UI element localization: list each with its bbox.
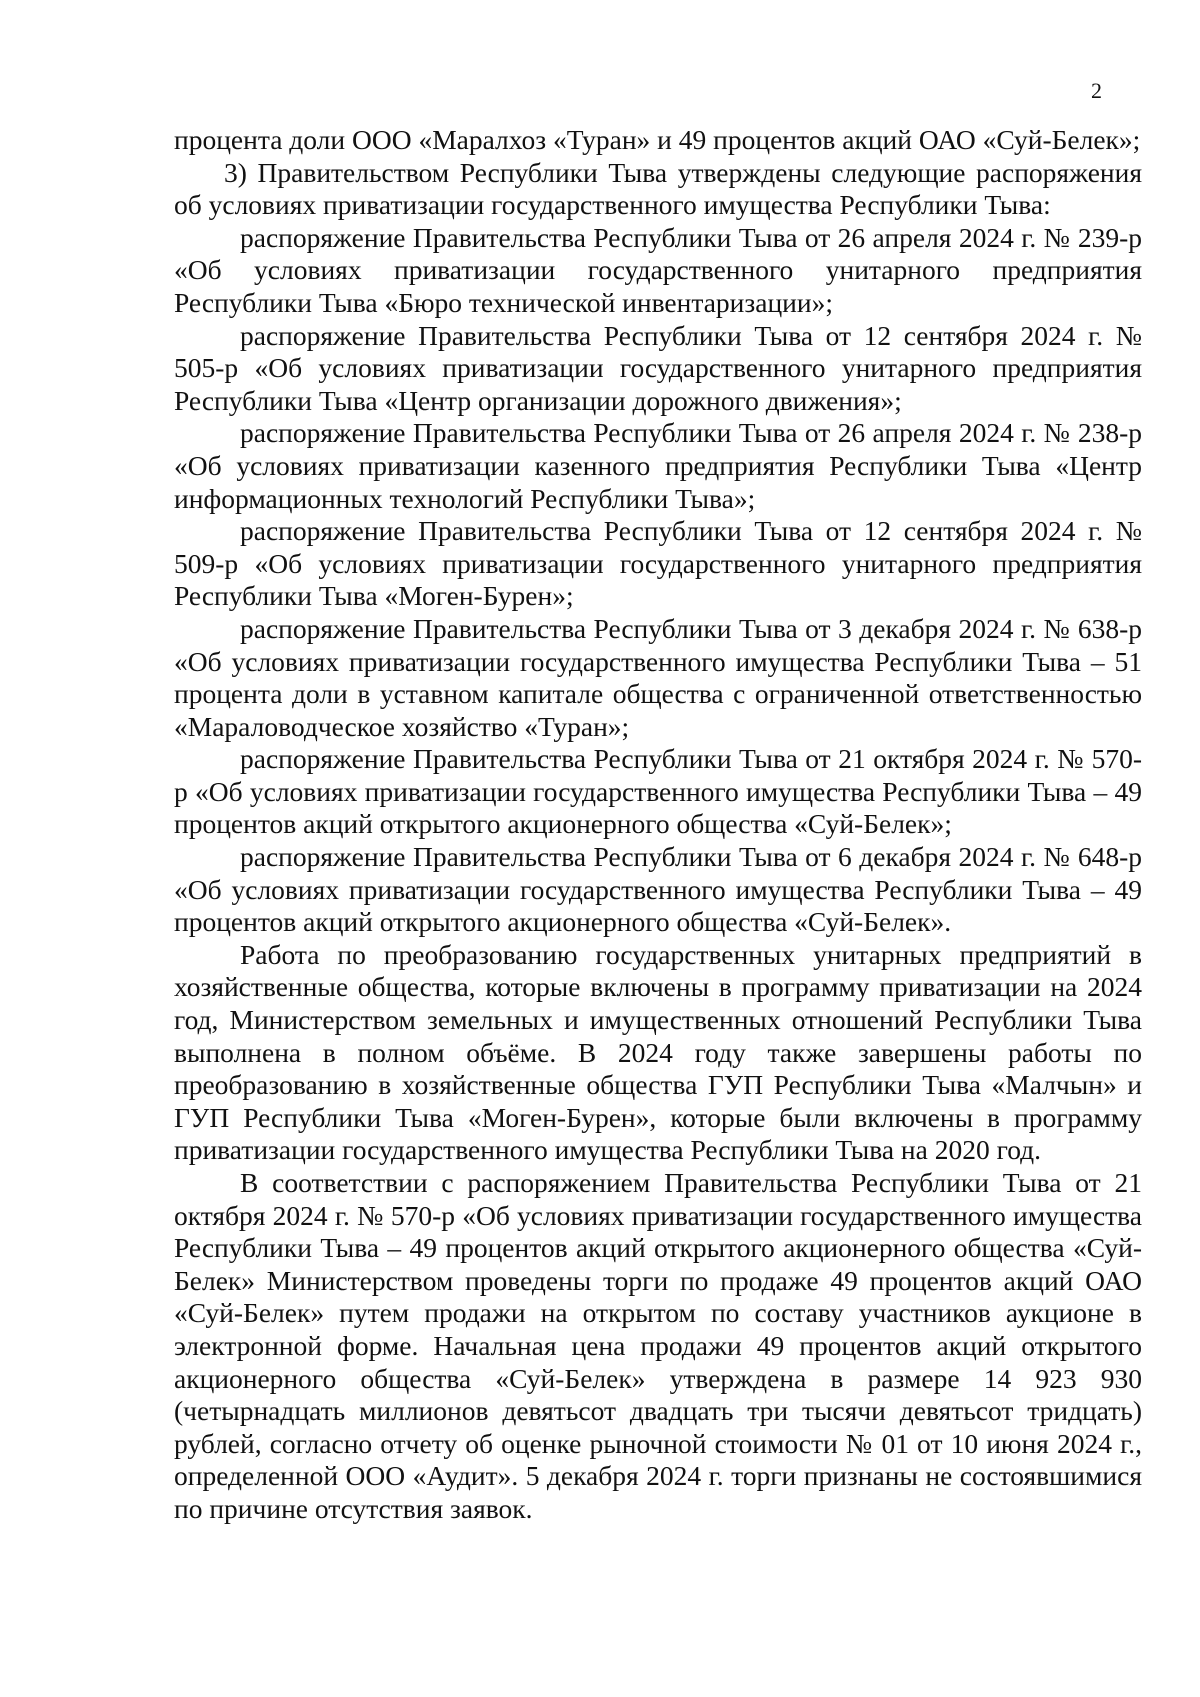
paragraph-order-239-r: распоряжение Правительства Республики Тыва от 26 апреля 2024 г. № 239-р «Об условиях приватизации государственного унитарного предприятия Республики Тыва «Бюро технической инвентаризации»; bbox=[174, 221, 1142, 318]
paragraph-item-3-intro: 3) Правительством Республики Тыва утверждены следующие распоряжения об условиях приватизации государственного имущества Республики Тыва: bbox=[174, 156, 1142, 221]
paragraph-order-509-r: распоряжение Правительства Республики Тыва от 12 сентября 2024 г. № 509-р «Об условиях приватизации государственного унитарного предприятия Республики Тыва «Моген-Бурен»; bbox=[174, 515, 1142, 612]
paragraph-order-505-r: распоряжение Правительства Республики Тыва от 12 сентября 2024 г. № 505-р «Об условиях приватизации государственного унитарного предприятия Республики Тыва «Центр организации дорожного движения»; bbox=[174, 319, 1142, 416]
paragraph-auction-results: В соответствии с распоряжением Правительства Республики Тыва от 21 октября 2024 г. № 570-р «Об условиях приватизации государственного имущества Республики Тыва – 49 процентов акций открытого акционерного общества «Суй-Белек» Министерством проведены торги по продаже 49 процентов акций ОАО «Суй-Белек» путем продажи на открытом по составу участников аукционе в электронной форме. Начальная цена продажи 49 процентов акций открытого акционерного общества «Суй-Белек» утверждена в размере 14 923 930 (четырнадцать миллионов девятьсот двадцать три тысячи девятьсот тридцать) рублей, согласно отчету об оценке рыночной стоимости № 01 от 10 июня 2024 г., определенной ООО «Аудит». 5 декабря 2024 г. торги признаны не состоявшимися по причине отсутствия заявок. bbox=[174, 1167, 1142, 1524]
paragraph-continuation: процента доли ООО «Маралхоз «Туран» и 49 процентов акций ОАО «Суй-Белек»; bbox=[174, 124, 1141, 155]
paragraph-order-238-r: распоряжение Правительства Республики Тыва от 26 апреля 2024 г. № 238-р «Об условиях приватизации казенного предприятия Республики Тыва «Центр информационных технологий Республики Тыва»; bbox=[174, 417, 1142, 514]
paragraph-order-570-r: распоряжение Правительства Республики Тыва от 21 октября 2024 г. № 570-р «Об условиях приватизации государственного имущества Республики Тыва – 49 процентов акций открытого акционерного общества «Суй-Белек»; bbox=[174, 743, 1142, 840]
paragraph-order-648-r: распоряжение Правительства Республики Тыва от 6 декабря 2024 г. № 648-р «Об условиях приватизации государственного имущества Республики Тыва – 49 процентов акций открытого акционерного общества «Суй-Белек». bbox=[174, 841, 1142, 938]
paragraph-order-638-r: распоряжение Правительства Республики Тыва от 3 декабря 2024 г. № 638-р «Об условиях приватизации государственного имущества Республики Тыва – 51 процента доли в уставном капитале общества с ограниченной ответственностью «Мараловодческое хозяйство «Туран»; bbox=[174, 612, 1142, 742]
page-number: 2 bbox=[1091, 78, 1102, 103]
document-body bbox=[174, 124, 1142, 1526]
paragraph-conversion-work: Работа по преобразованию государственных унитарных предприятий в хозяйственные общества, которые включены в программу приватизации на 2024 год, Министерством земельных и имущественных отношений Республики Тыва выполнена в полном объёме. В 2024 году также завершены работы по преобразованию в хозяйственные общества ГУП Республики Тыва «Малчын» и ГУП Республики Тыва «Моген-Бурен», которые были включены в программу приватизации государственного имущества Республики Тыва на 2020 год. bbox=[174, 938, 1142, 1166]
